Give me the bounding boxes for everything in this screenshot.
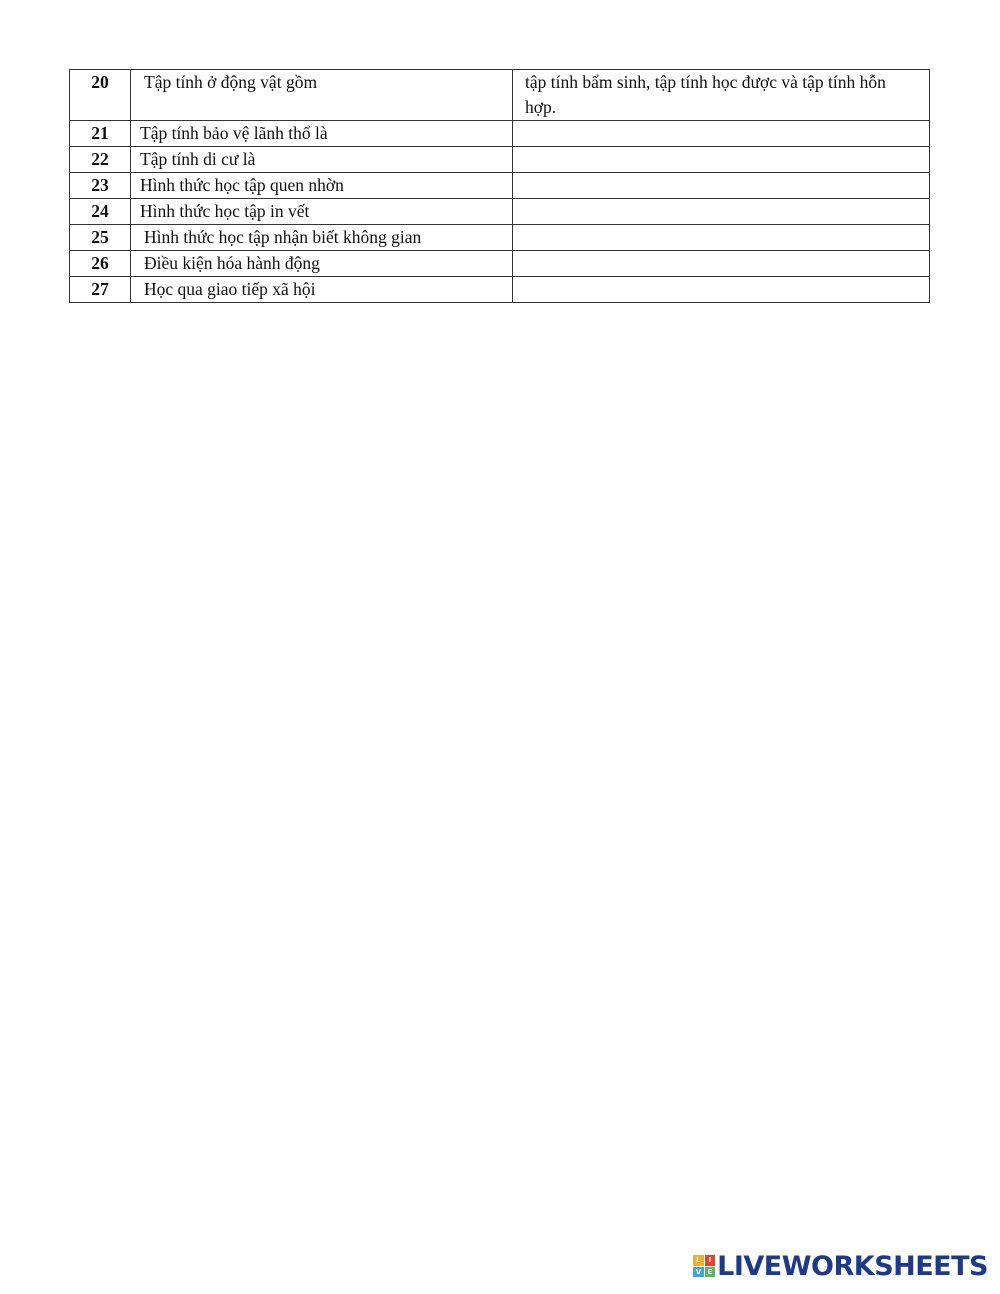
row-number: 24 xyxy=(70,199,131,225)
table-row xyxy=(70,225,930,251)
row-number: 25 xyxy=(70,225,131,251)
row-number: 20 xyxy=(70,70,131,121)
table-row xyxy=(70,121,930,147)
question-text: Tập tính bảo vệ lãnh thổ là xyxy=(131,121,513,147)
liveworksheets-logo-text: LIVEWORKSHEETS xyxy=(717,1250,988,1282)
row-number: 27 xyxy=(70,277,131,303)
question-text: Học qua giao tiếp xã hội xyxy=(131,277,513,303)
answer-field[interactable] xyxy=(513,147,930,173)
table-row xyxy=(70,199,930,225)
row-number: 21 xyxy=(70,121,131,147)
question-text: Hình thức học tập nhận biết không gian xyxy=(131,225,513,251)
row-number: 26 xyxy=(70,251,131,277)
table-row xyxy=(70,173,930,199)
answer-field[interactable] xyxy=(513,225,930,251)
table-row xyxy=(70,70,930,121)
question-text: Hình thức học tập in vết xyxy=(131,199,513,225)
logo-mark-letter: L xyxy=(693,1255,704,1266)
answer-field[interactable] xyxy=(513,251,930,277)
logo-mark-letter: V xyxy=(693,1267,704,1278)
answer-field[interactable]: tập tính bẩm sinh, tập tính học được và tập tính hỗn hợp. xyxy=(513,70,930,121)
table-row xyxy=(70,277,930,303)
table-row xyxy=(70,251,930,277)
table-row xyxy=(70,147,930,173)
worksheet-table xyxy=(69,69,930,303)
logo-mark-letter: I xyxy=(705,1255,716,1266)
logo-mark-letter: E xyxy=(705,1267,716,1278)
liveworksheets-logo xyxy=(693,1246,988,1286)
question-text: Hình thức học tập quen nhờn xyxy=(131,173,513,199)
row-number: 22 xyxy=(70,147,131,173)
liveworksheets-logo-icon xyxy=(693,1255,715,1277)
row-number: 23 xyxy=(70,173,131,199)
answer-field[interactable] xyxy=(513,173,930,199)
question-text: Điều kiện hóa hành động xyxy=(131,251,513,277)
question-text: Tập tính ở động vật gồm xyxy=(131,70,513,121)
answer-field[interactable] xyxy=(513,199,930,225)
answer-field[interactable] xyxy=(513,121,930,147)
question-text: Tập tính di cư là xyxy=(131,147,513,173)
answer-field[interactable] xyxy=(513,277,930,303)
